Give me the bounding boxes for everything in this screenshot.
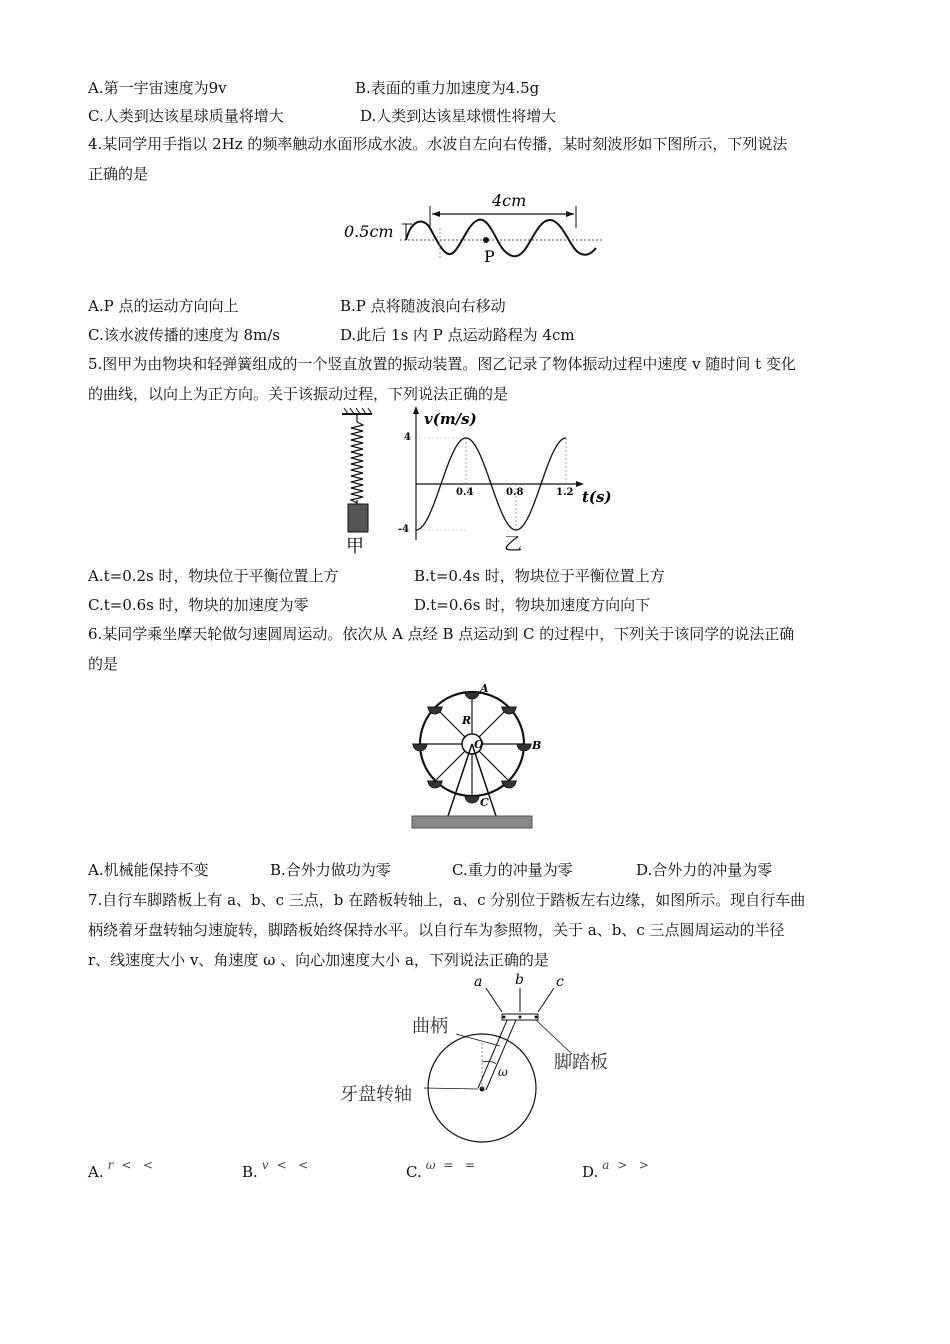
x-tick-0.8: 0.8 bbox=[506, 487, 524, 498]
q6-stem-line-1: 6.某同学乘坐摩天轮做匀速圆周运动。依次从 A 点经 B 点运动到 C 的过程中，下列关于该同学的说法正确 bbox=[88, 625, 795, 643]
option-text: 人类到达该星球惯性将增大 bbox=[376, 107, 557, 125]
option-letter: C. bbox=[406, 1163, 422, 1181]
option-letter: B. bbox=[270, 861, 286, 879]
block bbox=[348, 504, 368, 532]
q4-option-d bbox=[340, 325, 575, 345]
option-letter: B. bbox=[414, 567, 430, 585]
option-symbol: ω bbox=[425, 1158, 436, 1172]
label-crank: 曲柄 bbox=[412, 1016, 448, 1037]
crank bbox=[478, 1018, 516, 1090]
option-symbol: a bbox=[602, 1158, 610, 1172]
q6-option-b bbox=[270, 860, 391, 880]
option-letter: A. bbox=[88, 861, 104, 879]
label-jia: 甲 bbox=[346, 536, 364, 557]
q4-option-b bbox=[340, 296, 506, 316]
arrowhead-left bbox=[432, 211, 440, 217]
option-letter: D. bbox=[582, 1163, 599, 1181]
option-letter: A. bbox=[88, 79, 104, 97]
option-text: 该水波传播的速度为 8m/s bbox=[103, 326, 281, 344]
label-o: O bbox=[474, 738, 484, 751]
label-a: a bbox=[474, 974, 483, 990]
option-text: 合外力做功为零 bbox=[285, 861, 391, 879]
q4-stem-line-1: 4.某同学用手指以 2Hz 的频率触动水面形成水波。水波自左向右传播，某时刻波形如下图所示，下列说法 bbox=[88, 135, 788, 153]
q6-option-c bbox=[452, 860, 573, 880]
arrow-a bbox=[486, 988, 502, 1012]
option-letter: A. bbox=[88, 567, 104, 585]
option-letter: D. bbox=[636, 861, 653, 879]
option-letter: D. bbox=[360, 107, 377, 125]
option-text: t=0.6s 时，物块加速度方向向下 bbox=[430, 596, 651, 614]
point-p bbox=[483, 237, 489, 243]
label-c: C bbox=[480, 796, 489, 809]
option-letter: B. bbox=[340, 297, 356, 315]
option-letter: B. bbox=[355, 79, 371, 97]
arrow-c bbox=[538, 988, 554, 1012]
q7-option-b bbox=[242, 1158, 309, 1183]
q5-option-a bbox=[88, 566, 339, 586]
q7-option-c bbox=[406, 1158, 476, 1183]
option-text: t=0.2s 时，物块位于平衡位置上方 bbox=[103, 567, 339, 585]
option-letter: A. bbox=[88, 297, 104, 315]
option-relation: = = bbox=[443, 1158, 476, 1172]
option-text: P 点将随波浪向右移动 bbox=[355, 297, 506, 315]
option-text: P 点的运动方向向上 bbox=[103, 297, 239, 315]
omega-label: ω bbox=[498, 1065, 508, 1079]
q6-option-a bbox=[88, 860, 209, 880]
q5-stem-line-2: 的曲线，以向上为正方向。关于该振动过程，下列说法正确的是 bbox=[88, 385, 509, 403]
q5-spring-figure bbox=[336, 408, 386, 556]
y-axis-label: v(m/s) bbox=[424, 410, 477, 428]
option-relation: > > bbox=[617, 1158, 649, 1172]
label-b: b bbox=[515, 972, 524, 988]
option-letter: C. bbox=[88, 326, 104, 344]
option-text: t=0.4s 时，物块位于平衡位置上方 bbox=[429, 567, 665, 585]
ground bbox=[412, 816, 532, 828]
leader-axle bbox=[424, 1088, 478, 1089]
label-r: R bbox=[462, 714, 472, 727]
q5-option-b bbox=[414, 566, 665, 586]
q3-option-b bbox=[355, 78, 539, 98]
option-letter: C. bbox=[88, 107, 104, 125]
q6-option-d bbox=[636, 860, 772, 880]
option-text: 此后 1s 内 P 点运动路程为 4cm bbox=[356, 326, 575, 344]
q3-option-c bbox=[88, 106, 284, 126]
q7-stem-line-3: r、线速度大小 v、角速度 ω 、向心加速度大小 a，下列说法正确的是 bbox=[88, 951, 549, 969]
x-axis-label: t(s) bbox=[582, 488, 612, 506]
option-relation: < < bbox=[121, 1158, 153, 1172]
q4-wave-figure bbox=[340, 188, 610, 268]
option-text: 合外力的冲量为零 bbox=[652, 861, 773, 879]
q4-option-c bbox=[88, 325, 280, 345]
arrowhead-right bbox=[566, 211, 574, 217]
option-letter: A. bbox=[88, 1163, 104, 1181]
q7-stem-line-2: 柄绕着牙盘转轴匀速旋转，脚踏板始终保持水平。以自行车为参照物，关于 a、b、c 三点圆周运动的半径 bbox=[88, 921, 785, 939]
q6-stem-line-2: 的是 bbox=[88, 655, 119, 673]
q5-stem-line-1: 5.图甲为由物块和轻弹簧组成的一个竖直放置的振动装置。图乙记录了物体振动过程中速度 v 随时间 t 变化 bbox=[88, 355, 796, 373]
q4-option-a bbox=[88, 296, 238, 316]
label-axle: 牙盘转轴 bbox=[340, 1084, 412, 1105]
q7-option-a bbox=[88, 1158, 153, 1183]
q4-stem-line-2: 正确的是 bbox=[88, 165, 149, 183]
spring bbox=[351, 422, 363, 503]
option-symbol: r bbox=[107, 1158, 114, 1172]
q5-velocity-chart bbox=[394, 404, 624, 556]
label-b: B bbox=[532, 739, 542, 752]
label-pedal: 脚踏板 bbox=[554, 1052, 608, 1073]
option-letter: C. bbox=[88, 596, 104, 614]
option-letter: D. bbox=[414, 596, 431, 614]
q5-option-d bbox=[414, 595, 650, 615]
q3-option-d bbox=[360, 106, 556, 126]
amplitude-label: 0.5cm bbox=[344, 222, 394, 241]
option-text: 人类到达该星球质量将增大 bbox=[103, 107, 284, 125]
y-tick-neg4: -4 bbox=[398, 524, 410, 535]
label-c: c bbox=[556, 974, 564, 990]
q7-option-d bbox=[582, 1158, 649, 1183]
q6-ferris-wheel-figure bbox=[404, 676, 540, 836]
option-text: 表面的重力加速度为4.5g bbox=[370, 79, 540, 97]
q3-option-a bbox=[88, 78, 227, 98]
x-tick-0.4: 0.4 bbox=[456, 487, 474, 498]
option-letter: C. bbox=[452, 861, 468, 879]
option-relation: < < bbox=[276, 1158, 309, 1172]
option-text: 机械能保持不变 bbox=[103, 861, 209, 879]
q7-pedal-figure bbox=[336, 972, 626, 1144]
point-p-label: P bbox=[484, 247, 495, 266]
option-text: 第一宇宙速度为9v bbox=[103, 79, 227, 97]
q5-option-c bbox=[88, 595, 309, 615]
option-letter: D. bbox=[340, 326, 357, 344]
q7-stem-line-1: 7.自行车脚踏板上有 a、b、c 三点，b 在踏板转轴上，a、c 分别位于踏板左右边缘，如图所示。现自行车曲 bbox=[88, 891, 806, 909]
y-tick-4: 4 bbox=[404, 432, 411, 443]
option-text: t=0.6s 时，物块的加速度为零 bbox=[103, 596, 309, 614]
y-axis-arrow bbox=[413, 406, 419, 414]
wavelength-label: 4cm bbox=[492, 191, 527, 210]
label-yi: 乙 bbox=[504, 534, 522, 555]
option-text: 重力的冲量为零 bbox=[467, 861, 573, 879]
option-symbol: v bbox=[261, 1158, 269, 1172]
x-tick-1.2: 1.2 bbox=[556, 487, 574, 498]
leader-pedal bbox=[536, 1020, 572, 1054]
wave-curve bbox=[406, 220, 596, 257]
option-letter: B. bbox=[242, 1163, 258, 1181]
x-axis-arrow bbox=[576, 481, 584, 487]
label-a: A bbox=[480, 682, 489, 695]
